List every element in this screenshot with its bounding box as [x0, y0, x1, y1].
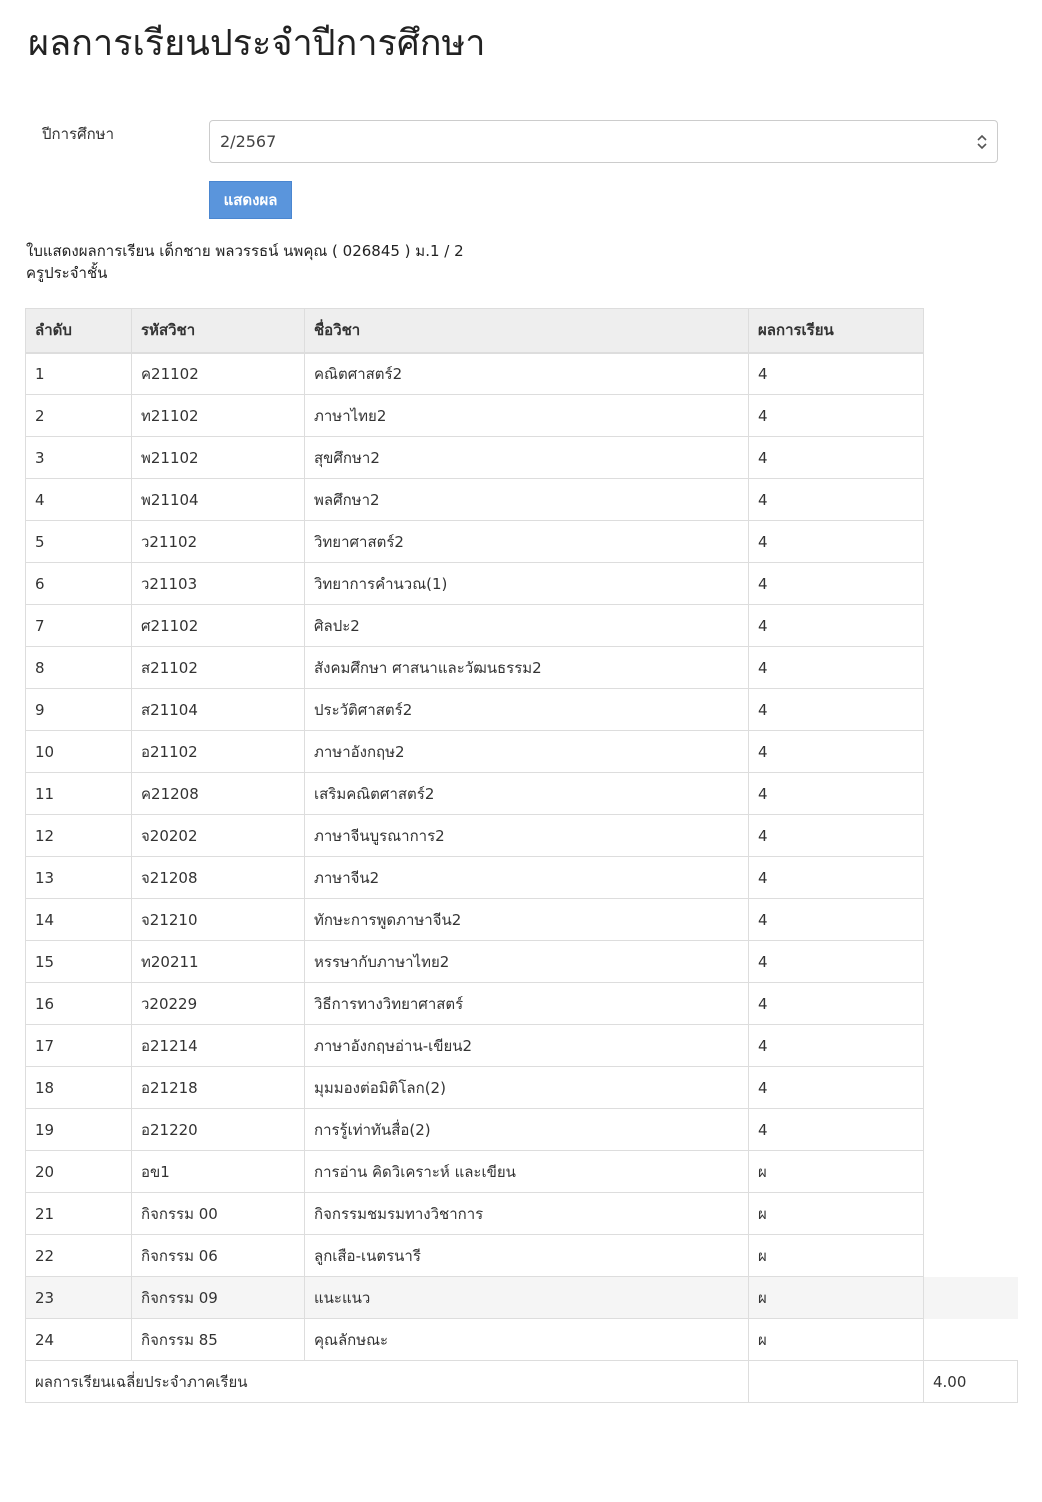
header-no: ลำดับ — [26, 309, 132, 353]
table-row — [26, 605, 1018, 647]
summary-label: ผลการเรียนเฉลี่ยประจำภาคเรียน — [26, 1361, 749, 1403]
table-header-row — [26, 309, 1018, 353]
row-grade: 4 — [749, 1109, 924, 1151]
row-no: 24 — [26, 1319, 132, 1361]
row-name: คุณลักษณะ — [305, 1319, 749, 1361]
table-row — [26, 353, 1018, 395]
table-row — [26, 983, 1018, 1025]
header-grade: ผลการเรียน — [749, 309, 924, 353]
row-name: พลศึกษา2 — [305, 479, 749, 521]
row-name: ภาษาอังกฤษ2 — [305, 731, 749, 773]
row-spacer — [924, 605, 1018, 647]
row-code: กิจกรรม 00 — [132, 1193, 305, 1235]
row-no: 4 — [26, 479, 132, 521]
row-name: ศิลปะ2 — [305, 605, 749, 647]
table-row — [26, 1067, 1018, 1109]
row-spacer — [924, 521, 1018, 563]
row-name: เสริมคณิตศาสตร์2 — [305, 773, 749, 815]
row-no: 19 — [26, 1109, 132, 1151]
row-grade: 4 — [749, 815, 924, 857]
table-row — [26, 479, 1018, 521]
row-code: ค21102 — [132, 353, 305, 395]
row-no: 1 — [26, 353, 132, 395]
grades-body — [26, 353, 1018, 1361]
row-no: 15 — [26, 941, 132, 983]
row-no: 11 — [26, 773, 132, 815]
row-name: คณิตศาสตร์2 — [305, 353, 749, 395]
row-spacer — [924, 1025, 1018, 1067]
row-name: วิทยาศาสตร์2 — [305, 521, 749, 563]
row-grade: 4 — [749, 899, 924, 941]
row-no: 20 — [26, 1151, 132, 1193]
row-grade: 4 — [749, 857, 924, 899]
grades-table — [25, 308, 1018, 1403]
table-row — [26, 899, 1018, 941]
row-no: 10 — [26, 731, 132, 773]
row-spacer — [924, 731, 1018, 773]
row-code: กิจกรรม 09 — [132, 1277, 305, 1319]
table-row — [26, 563, 1018, 605]
row-name: กิจกรรมชมรมทางวิชาการ — [305, 1193, 749, 1235]
table-row — [26, 1025, 1018, 1067]
table-row — [26, 773, 1018, 815]
student-info-line: ใบแสดงผลการเรียน เด็กชาย พลวรรธน์ นพคุณ ( 026845 ) ม.1 / 2 — [26, 242, 464, 260]
table-row — [26, 731, 1018, 773]
row-name: สุขศึกษา2 — [305, 437, 749, 479]
year-label: ปีการศึกษา — [42, 125, 114, 143]
row-grade: 4 — [749, 353, 924, 395]
table-row — [26, 1277, 1018, 1319]
table-row — [26, 1109, 1018, 1151]
row-name: หรรษากับภาษาไทย2 — [305, 941, 749, 983]
row-code: พ21102 — [132, 437, 305, 479]
table-row — [26, 647, 1018, 689]
row-code: พ21104 — [132, 479, 305, 521]
row-spacer — [924, 353, 1018, 395]
row-no: 22 — [26, 1235, 132, 1277]
row-code: ท21102 — [132, 395, 305, 437]
row-spacer — [924, 689, 1018, 731]
row-code: ว21103 — [132, 563, 305, 605]
row-name: ประวัติศาสตร์2 — [305, 689, 749, 731]
table-row — [26, 941, 1018, 983]
table-row — [26, 1235, 1018, 1277]
row-name: วิทยาการคำนวณ(1) — [305, 563, 749, 605]
row-spacer — [924, 1319, 1018, 1361]
row-no: 12 — [26, 815, 132, 857]
row-code: ว21102 — [132, 521, 305, 563]
row-spacer — [924, 395, 1018, 437]
row-grade: 4 — [749, 479, 924, 521]
row-code: จ21210 — [132, 899, 305, 941]
row-code: อ21102 — [132, 731, 305, 773]
header-code: รหัสวิชา — [132, 309, 305, 353]
table-row — [26, 815, 1018, 857]
table-row — [26, 395, 1018, 437]
page-title: ผลการเรียนประจำปีการศึกษา — [28, 23, 486, 64]
row-code: ส21104 — [132, 689, 305, 731]
row-code: กิจกรรม 06 — [132, 1235, 305, 1277]
row-code: ส21102 — [132, 647, 305, 689]
row-code: จ21208 — [132, 857, 305, 899]
row-no: 14 — [26, 899, 132, 941]
row-grade: 4 — [749, 773, 924, 815]
row-no: 23 — [26, 1277, 132, 1319]
row-name: แนะแนว — [305, 1277, 749, 1319]
row-grade: ผ — [749, 1235, 924, 1277]
row-name: วิธีการทางวิทยาศาสตร์ — [305, 983, 749, 1025]
row-grade: 4 — [749, 647, 924, 689]
row-name: การอ่าน คิดวิเคราะห์ และเขียน — [305, 1151, 749, 1193]
row-name: ทักษะการพูดภาษาจีน2 — [305, 899, 749, 941]
row-no: 7 — [26, 605, 132, 647]
row-spacer — [924, 1277, 1018, 1319]
table-row — [26, 857, 1018, 899]
row-name: ภาษาไทย2 — [305, 395, 749, 437]
row-spacer — [924, 1151, 1018, 1193]
row-spacer — [924, 983, 1018, 1025]
row-spacer — [924, 647, 1018, 689]
row-no: 8 — [26, 647, 132, 689]
row-grade: ผ — [749, 1277, 924, 1319]
row-grade: 4 — [749, 605, 924, 647]
row-code: กิจกรรม 85 — [132, 1319, 305, 1361]
row-no: 6 — [26, 563, 132, 605]
academic-year-value: 2/2567 — [220, 132, 277, 151]
academic-year-select[interactable] — [209, 120, 998, 163]
row-grade: 4 — [749, 689, 924, 731]
row-spacer — [924, 941, 1018, 983]
row-grade: ผ — [749, 1193, 924, 1235]
row-name: สังคมศึกษา ศาสนาและวัฒนธรรม2 — [305, 647, 749, 689]
row-name: ภาษาอังกฤษอ่าน-เขียน2 — [305, 1025, 749, 1067]
row-grade: ผ — [749, 1151, 924, 1193]
summary-empty-cell — [749, 1361, 924, 1403]
header-spacer — [924, 309, 1018, 353]
row-grade: 4 — [749, 1067, 924, 1109]
row-grade: 4 — [749, 1025, 924, 1067]
report-info — [26, 240, 464, 284]
row-grade: 4 — [749, 983, 924, 1025]
row-spacer — [924, 1193, 1018, 1235]
row-no: 5 — [26, 521, 132, 563]
row-code: ว20229 — [132, 983, 305, 1025]
show-results-button[interactable]: แสดงผล — [209, 181, 292, 219]
row-code: อ21218 — [132, 1067, 305, 1109]
row-spacer — [924, 1109, 1018, 1151]
row-grade: 4 — [749, 941, 924, 983]
row-no: 18 — [26, 1067, 132, 1109]
table-row — [26, 1319, 1018, 1361]
row-code: อ21220 — [132, 1109, 305, 1151]
row-no: 9 — [26, 689, 132, 731]
row-spacer — [924, 1067, 1018, 1109]
row-code: อ21214 — [132, 1025, 305, 1067]
row-spacer — [924, 773, 1018, 815]
row-spacer — [924, 437, 1018, 479]
row-grade: 4 — [749, 731, 924, 773]
row-spacer — [924, 899, 1018, 941]
row-no: 17 — [26, 1025, 132, 1067]
row-name: ภาษาจีน2 — [305, 857, 749, 899]
row-no: 21 — [26, 1193, 132, 1235]
row-no: 16 — [26, 983, 132, 1025]
row-name: ลูกเสือ-เนตรนารี — [305, 1235, 749, 1277]
row-grade: 4 — [749, 563, 924, 605]
row-no: 3 — [26, 437, 132, 479]
row-name: ภาษาจีนบูรณาการ2 — [305, 815, 749, 857]
row-code: ศ21102 — [132, 605, 305, 647]
row-spacer — [924, 857, 1018, 899]
row-name: มุมมองต่อมิติโลก(2) — [305, 1067, 749, 1109]
row-grade: 4 — [749, 395, 924, 437]
row-grade: ผ — [749, 1319, 924, 1361]
row-grade: 4 — [749, 437, 924, 479]
row-spacer — [924, 815, 1018, 857]
row-name: การรู้เท่าทันสื่อ(2) — [305, 1109, 749, 1151]
row-code: ท20211 — [132, 941, 305, 983]
row-grade: 4 — [749, 521, 924, 563]
row-no: 13 — [26, 857, 132, 899]
table-row — [26, 1151, 1018, 1193]
row-spacer — [924, 479, 1018, 521]
table-row — [26, 437, 1018, 479]
row-code: จ20202 — [132, 815, 305, 857]
header-name: ชื่อวิชา — [305, 309, 749, 353]
homeroom-teacher-line: ครูประจำชั้น — [26, 264, 108, 282]
row-code: ค21208 — [132, 773, 305, 815]
summary-row — [26, 1361, 1018, 1403]
table-row — [26, 521, 1018, 563]
row-spacer — [924, 563, 1018, 605]
table-row — [26, 689, 1018, 731]
row-code: อข1 — [132, 1151, 305, 1193]
gpa-value: 4.00 — [924, 1361, 1018, 1403]
table-row — [26, 1193, 1018, 1235]
chevron-up-down-icon — [975, 133, 989, 151]
row-spacer — [924, 1235, 1018, 1277]
row-no: 2 — [26, 395, 132, 437]
